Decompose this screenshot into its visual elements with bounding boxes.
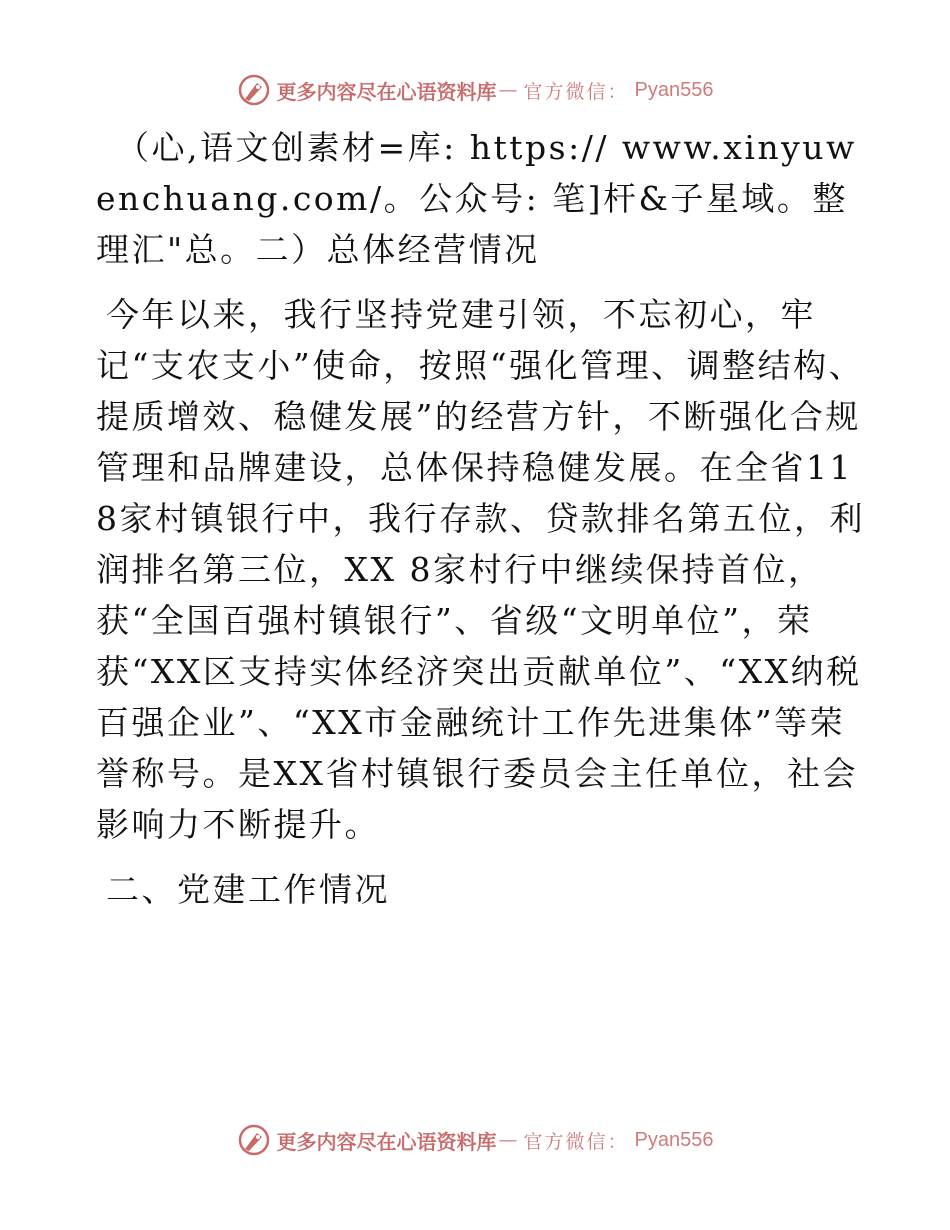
watermark-wechat-id: Pyan556 [634,78,714,101]
watermark-wechat-id: Pyan556 [634,1128,714,1151]
pen-nib-logo-icon [237,73,271,107]
watermark-wechat-label: 官方微信： [523,1130,629,1153]
watermark-main-text: 更多内容尽在心语资料库 [276,79,497,104]
watermark-wechat-label: 官方微信： [523,80,629,103]
paragraph-intro: （心,语文创素材=库: https:// www.xinyuwenchuang.com/。公众号: 笔]杆&子星域。整理汇"总。二）总体经营情况 [96,128,857,269]
document-body [96,122,876,915]
pen-nib-logo-icon [237,1123,271,1157]
footer-watermark [0,1120,950,1160]
section-heading-party-building: 二、党建工作情况 [106,870,390,909]
watermark-separator: — [498,79,518,101]
paragraph-overview: 今年以来，我行坚持党建引领，不忘初心，牢记“支农支小”使命，按照“强化管理、调整结构、提质增效、稳健发展”的经营方针，不断强化合规管理和品牌建设，总体保持稳健发展。在全省118家村镇银行中，我行存款、贷款排名第五位，利润排名第三位，XX 8家村行中继续保持首位，获“全国百强村镇银行”、省级“文明单位”，荣获“XX区支持实体经济突出贡献单位”、“XX纳税百强企业”、“XX市金融统计工作先进集体”等荣誉称号。是XX省村镇银行委员会主任单位，社会影响力不断提升。 [96,295,865,844]
header-watermark [0,70,950,110]
watermark-separator: — [498,1129,518,1151]
watermark-main-text: 更多内容尽在心语资料库 [276,1129,497,1154]
